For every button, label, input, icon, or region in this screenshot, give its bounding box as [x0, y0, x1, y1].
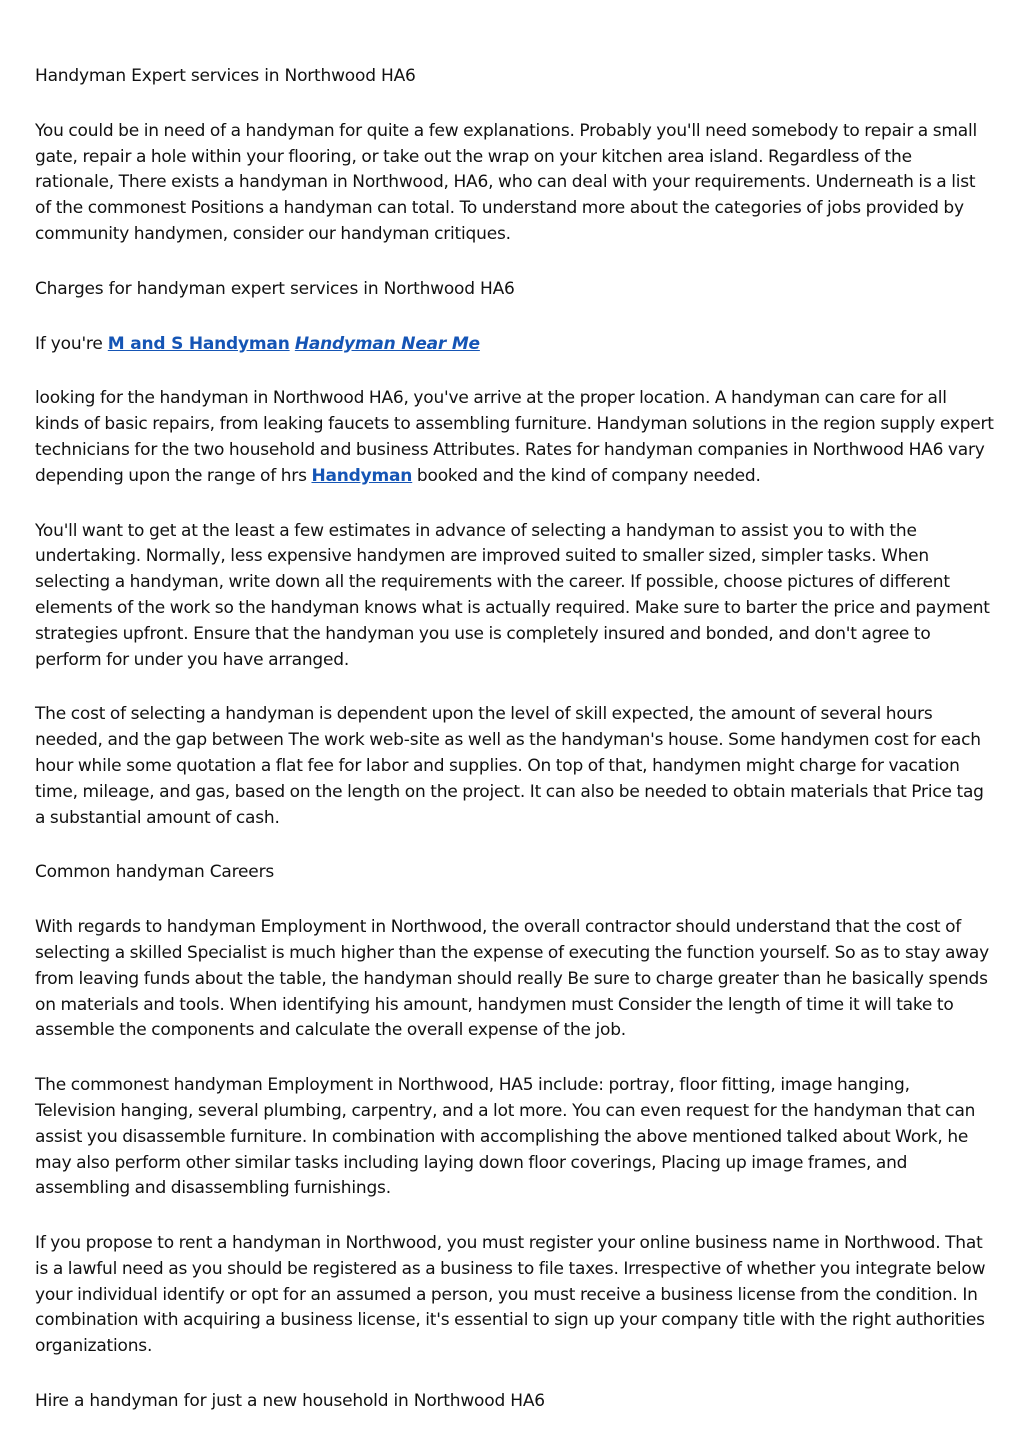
looking-text-after: booked and the kind of company needed.: [412, 465, 761, 486]
if-youre-prefix: If you're: [35, 333, 108, 354]
looking-paragraph: [35, 386, 995, 489]
charges-heading: Charges for handyman expert services in Northwood HA6: [35, 278, 515, 299]
estimates-paragraph: You'll want to get at the least a few estimates in advance of selecting a handyman to assist you to with the undertaking. Normally, less expensive handymen are improved suited to smaller sized, simpler tasks. When selecting a handyman, write down all the requirements with the career. If possible, choose pictures of different elements of the work so the handyman knows what is actually required. Make sure to barter the price and payment strategies upfront. Ensure that the handyman you use is completely insured and bonded, and don't agree to perform for under you have arranged.: [35, 520, 990, 670]
hire-heading: Hire a handyman for just a new household in Northwood HA6: [35, 1391, 545, 1412]
page-title: Handyman Expert services in Northwood HA6: [35, 66, 416, 86]
careers-heading: Common handyman Careers: [35, 862, 275, 883]
cost-paragraph: The cost of selecting a handyman is dependent upon the level of skill expected, the amount of several hours needed, and the gap between The work web-site as well as the handyman's house. Some handymen cost for each hour while some quotation a flat fee for labor and supplies. On top of that, handymen might charge for vacation time, mileage, and gas, based on the length on the project. It can also be needed to obtain materials that Price tag a substantial amount of cash.: [35, 704, 984, 828]
intro-paragraph: You could be in need of a handyman for quite a few explanations. Probably you'll need somebody to repair a small gate, repair a hole within your flooring, or take out the wrap on your kitchen area island. Regardless of the rationale, There exists a handyman in Northwood, HA6, who can deal with your requirements. Underneath is a list of the commonest Positions a handyman can total. To understand more about the categories of jobs provided by community handymen, consider our handyman critiques.: [35, 120, 978, 244]
m-and-s-handyman-link[interactable]: M and S Handyman: [107, 333, 290, 354]
handyman-near-me-link[interactable]: Handyman Near Me: [294, 333, 480, 354]
looking-text-before: looking for the handyman in Northwood HA6, you've arrive at the proper location. A handyman can care for all kinds of basic repairs, from leaking faucets to assembling furniture. Handyman solutions in the region supply expert technicians for the two household and business Attributes. Rates for handyman companies in Northwood HA6 vary depending upon the range of hrs: [35, 388, 994, 486]
handyman-link[interactable]: Handyman: [311, 465, 413, 486]
commonest-paragraph: The commonest handyman Employment in Northwood, HA5 include: portray, floor fitting, image hanging, Television hanging, several plumbing, carpentry, and a lot more. You can even request for the handyman that can assist you disassemble furniture. In combination with accomplishing the above mentioned talked about Work, he may also perform other similar tasks including laying down floor coverings, Placing up image frames, and assembling and disassembling furnishings.: [35, 1075, 976, 1199]
employment-paragraph: With regards to handyman Employment in Northwood, the overall contractor should understand that the cost of selecting a skilled Specialist is much higher than the expense of executing the function yourself. So as to stay away from leaving funds about the table, the handyman should really Be sure to charge greater than he basically spends on materials and tools. When identifying his amount, handymen must Consider the length of time it will take to assemble the components and calculate the overall expense of the job.: [35, 917, 989, 1041]
if-youre-line: [35, 332, 995, 358]
document-page: [35, 64, 995, 1444]
register-paragraph: If you propose to rent a handyman in Northwood, you must register your online business name in Northwood. That is a lawful need as you should be registered as a business to file taxes. Irrespective of whether you integrate below your individual identify or opt for an assumed a person, you must receive a business license from the condition. In combination with acquiring a business license, it's essential to sign up your company title with the right authorities organizations.: [35, 1233, 986, 1357]
